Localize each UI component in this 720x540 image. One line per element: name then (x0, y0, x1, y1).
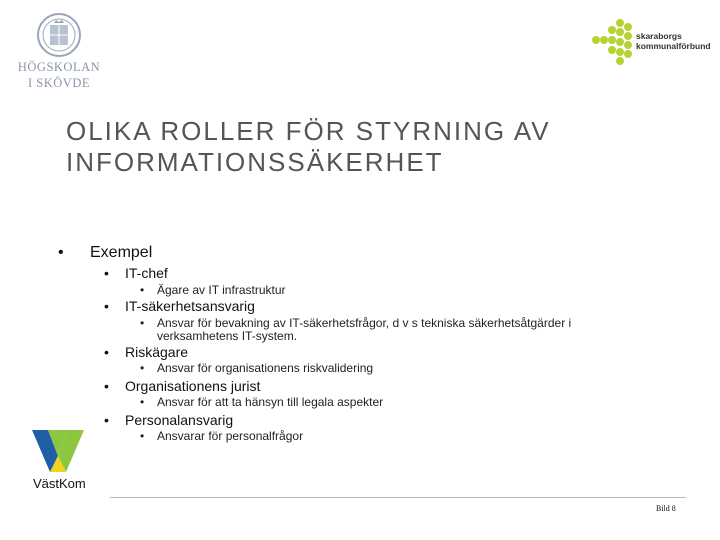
slide-title-line2: INFORMATIONSSÄKERHET (66, 147, 444, 177)
bullet-marker: • (104, 344, 109, 360)
dot-cluster-icon (590, 18, 638, 66)
bullet-marker: • (140, 395, 145, 409)
role-name: Riskägare (125, 344, 189, 360)
slide-number: Bild 8 (656, 504, 676, 513)
skaraborgs-name-line1: skaraborgs (636, 31, 682, 41)
skaraborgs-name (636, 31, 711, 51)
bullet-marker: • (140, 361, 145, 375)
footer-divider (110, 497, 686, 498)
heading-exempel: Exempel (90, 244, 153, 261)
vastkom-v-icon (28, 426, 88, 476)
role-name: IT-säkerhetsansvarig (125, 298, 255, 314)
role-name: Organisationens jurist (125, 378, 261, 394)
bullet-marker: • (140, 316, 145, 330)
role-detail: Ansvarar för personalfrågor (157, 429, 304, 443)
role-name: IT-chef (125, 265, 168, 281)
role-detail: Ansvar för organisationens riskvalidering (157, 361, 374, 375)
vastkom-logo (28, 426, 98, 496)
bullet-marker: • (104, 265, 109, 281)
hogskolan-logo (14, 12, 104, 90)
bullet-marker: • (58, 244, 64, 261)
crest-icon (36, 12, 82, 58)
slide-title-line1: OLIKA ROLLER FÖR STYRNING AV (66, 116, 551, 146)
vastkom-name: VästKom (33, 476, 86, 491)
hogskolan-name-line1: HÖGSKOLAN (17, 60, 101, 74)
skaraborgs-name-line2: kommunalförbund (636, 41, 711, 51)
bullet-marker: • (104, 298, 109, 314)
role-detail: verksamhetens IT-system. (157, 329, 298, 343)
bullet-marker: • (140, 429, 145, 443)
role-name: Personalansvarig (125, 412, 234, 428)
role-detail: Ansvar för att ta hänsyn till legala aspekter (157, 395, 384, 409)
role-detail: Ansvar för bevakning av IT-säkerhetsfrågor, d v s tekniska säkerhetsåtgärder i (157, 316, 572, 330)
skaraborgs-logo (590, 18, 718, 66)
bullet-marker: • (104, 412, 109, 428)
role-detail: Ägare av IT infrastruktur (157, 283, 286, 297)
bullet-marker: • (140, 283, 145, 297)
bullet-marker: • (104, 378, 109, 394)
slide-title (66, 116, 666, 178)
hogskolan-name-line2: I SKÖVDE (28, 76, 90, 90)
